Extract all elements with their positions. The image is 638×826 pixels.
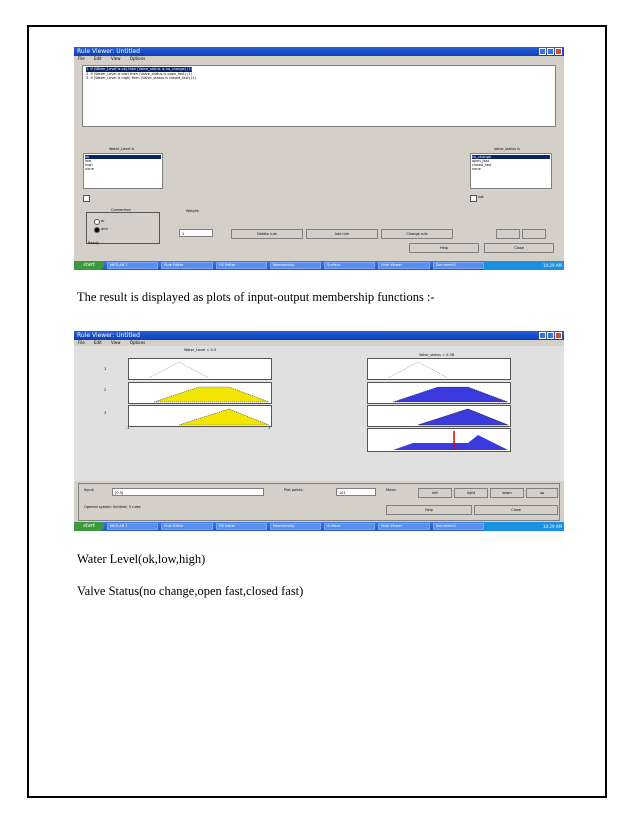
system-tray-clock: 10:29 AM [484,522,564,531]
mf-curve-no-change [388,362,448,378]
start-button[interactable]: start [74,261,104,270]
close-icon[interactable] [555,48,562,55]
taskbar [74,261,564,270]
radio-and-icon[interactable] [94,227,100,233]
minimize-icon[interactable] [539,332,546,339]
list-item[interactable]: closed_fast [472,163,492,167]
status-text: Ready [88,241,99,245]
start-button[interactable]: start [74,522,104,531]
nav-right-button[interactable] [522,229,546,239]
system-tray-clock: 10:29 AM [484,261,564,270]
radio-or-label: or [101,219,105,223]
taskbar-item[interactable]: Membership [270,262,321,269]
axis-min-label: -1 [126,426,130,430]
input-not-checkbox[interactable] [83,195,90,202]
taskbar-item[interactable]: Document1 [433,262,484,269]
input-mf-plot-1 [128,358,272,380]
close-icon[interactable] [555,332,562,339]
move-up-button[interactable]: up [526,488,558,498]
output-mf-plot-1 [367,358,511,380]
close-button[interactable]: Close [474,505,558,515]
window-titlebar [74,331,564,340]
input-vector-value: [0.5] [115,491,124,495]
window-titlebar [74,47,564,56]
taskbar-item[interactable]: MATLAB 7 [107,523,158,530]
caption-membership-plots: The result is displayed as plots of input-output membership functions :- [77,290,435,304]
move-down-button[interactable]: down [490,488,524,498]
minimize-icon[interactable] [539,48,546,55]
status-text: Opened system Untitled, 3 rules [84,505,141,509]
taskbar-item[interactable]: Rule Editor [161,523,212,530]
caption-valve-status: Valve Status(no change,open fast,closed fast) [77,584,304,598]
output-list-title: Valve_status is [494,147,520,151]
list-item[interactable]: ok [85,155,161,159]
close-button[interactable]: Close [484,243,554,253]
rule-viewer-screenshot [74,331,564,531]
list-item[interactable]: none [85,167,94,171]
menu-edit[interactable]: Edit [93,340,102,345]
list-item[interactable]: high [85,163,93,167]
output-not-checkbox[interactable] [470,195,477,202]
list-item[interactable]: none [472,167,481,171]
taskbar-item[interactable]: Document1 [433,523,484,530]
nav-left-button[interactable] [496,229,520,239]
plot-points-value: 101 [339,491,346,495]
taskbar-item[interactable]: Rule Viewer [378,523,429,530]
delete-rule-button[interactable]: Delete rule [231,229,303,239]
menu-view[interactable]: View [111,56,121,61]
move-left-button[interactable]: left [418,488,452,498]
aggregate-fill [393,435,508,450]
input-listbox[interactable] [83,153,163,189]
menu-file[interactable]: File [78,56,85,61]
maximize-icon[interactable] [547,332,554,339]
rules-textbox[interactable] [82,65,556,127]
input-vector-field[interactable] [112,488,264,496]
mf-fill-high [179,409,269,425]
maximize-icon[interactable] [547,48,554,55]
move-label: Move: [386,488,397,492]
change-rule-button[interactable]: Change rule [381,229,453,239]
taskbar-item[interactable]: MATLAB 7 [107,262,158,269]
input-label: Input: [84,488,95,492]
mf-fill-low [154,387,269,402]
row-number: 3 [104,411,107,415]
taskbar-item[interactable]: Rule Viewer [378,262,429,269]
input-mf-plot-3 [128,405,272,427]
output-mf-plot-3 [367,405,511,427]
window-title: Rule Viewer: Untitled [77,48,140,55]
rule-line: 2. If (Water_Level is low) then (Valve_status is open_fast) (1) [86,71,192,76]
output-aggregate-plot [367,428,511,452]
mf-curve-ok [149,362,209,378]
weight-input[interactable] [179,229,213,237]
add-rule-button[interactable]: Add rule [306,229,378,239]
taskbar-item[interactable]: Surface [324,262,375,269]
row-number: 1 [104,367,107,371]
taskbar [74,522,564,531]
input-mf-plot-2 [128,382,272,404]
taskbar-item[interactable]: Membership [270,523,321,530]
mf-fill-open-fast [393,387,508,402]
radio-or-icon[interactable] [94,219,100,225]
list-item[interactable]: open_fast [472,159,490,163]
taskbar-item[interactable]: Surface [324,523,375,530]
menu-file[interactable]: File [78,340,85,345]
menu-options[interactable]: Options [129,56,146,61]
not-label: not [478,195,484,199]
menu-options[interactable]: Options [129,340,146,345]
caption-water-level: Water Level(ok,low,high) [77,552,206,566]
output-listbox[interactable] [470,153,552,189]
menu-edit[interactable]: Edit [93,56,102,61]
list-item[interactable]: no_change [472,155,550,159]
window-title: Rule Viewer: Untitled [77,332,140,339]
taskbar-item[interactable]: FIS Editor [216,523,267,530]
input-list-title: Water_Level is [109,147,135,151]
help-button[interactable]: Help [409,243,479,253]
output-header: Valve_status = 0.38 [419,353,454,357]
output-mf-plot-2 [367,382,511,404]
weight-value: 1 [182,232,185,236]
menu-bar [74,56,564,62]
menu-view[interactable]: View [111,340,121,345]
list-item[interactable]: low [85,159,91,163]
help-button[interactable]: Help [386,505,472,515]
rule-line: 1. If (Water_Level is ok) then (Valve_status is no_change) (1) [86,67,193,71]
taskbar-item[interactable]: Rule Editor [161,262,212,269]
row-number: 2 [104,388,107,392]
rule-line: 3. If (Water_Level is high) then (Valve_status is closed_fast) (1) [86,76,197,80]
rule-editor-screenshot [74,47,564,270]
connection-label: Connection [111,208,131,212]
axis-max-label: 1 [268,426,271,430]
plot-points-label: Plot points: [284,488,304,492]
plot-points-field[interactable] [336,488,376,496]
weight-label: Weight: [186,209,200,213]
radio-and-label: and [101,227,108,231]
input-header: Water_Level = 0.5 [184,348,217,352]
taskbar-item[interactable]: FIS Editor [216,262,267,269]
mf-fill-closed-fast [418,409,508,425]
move-right-button[interactable]: right [454,488,488,498]
